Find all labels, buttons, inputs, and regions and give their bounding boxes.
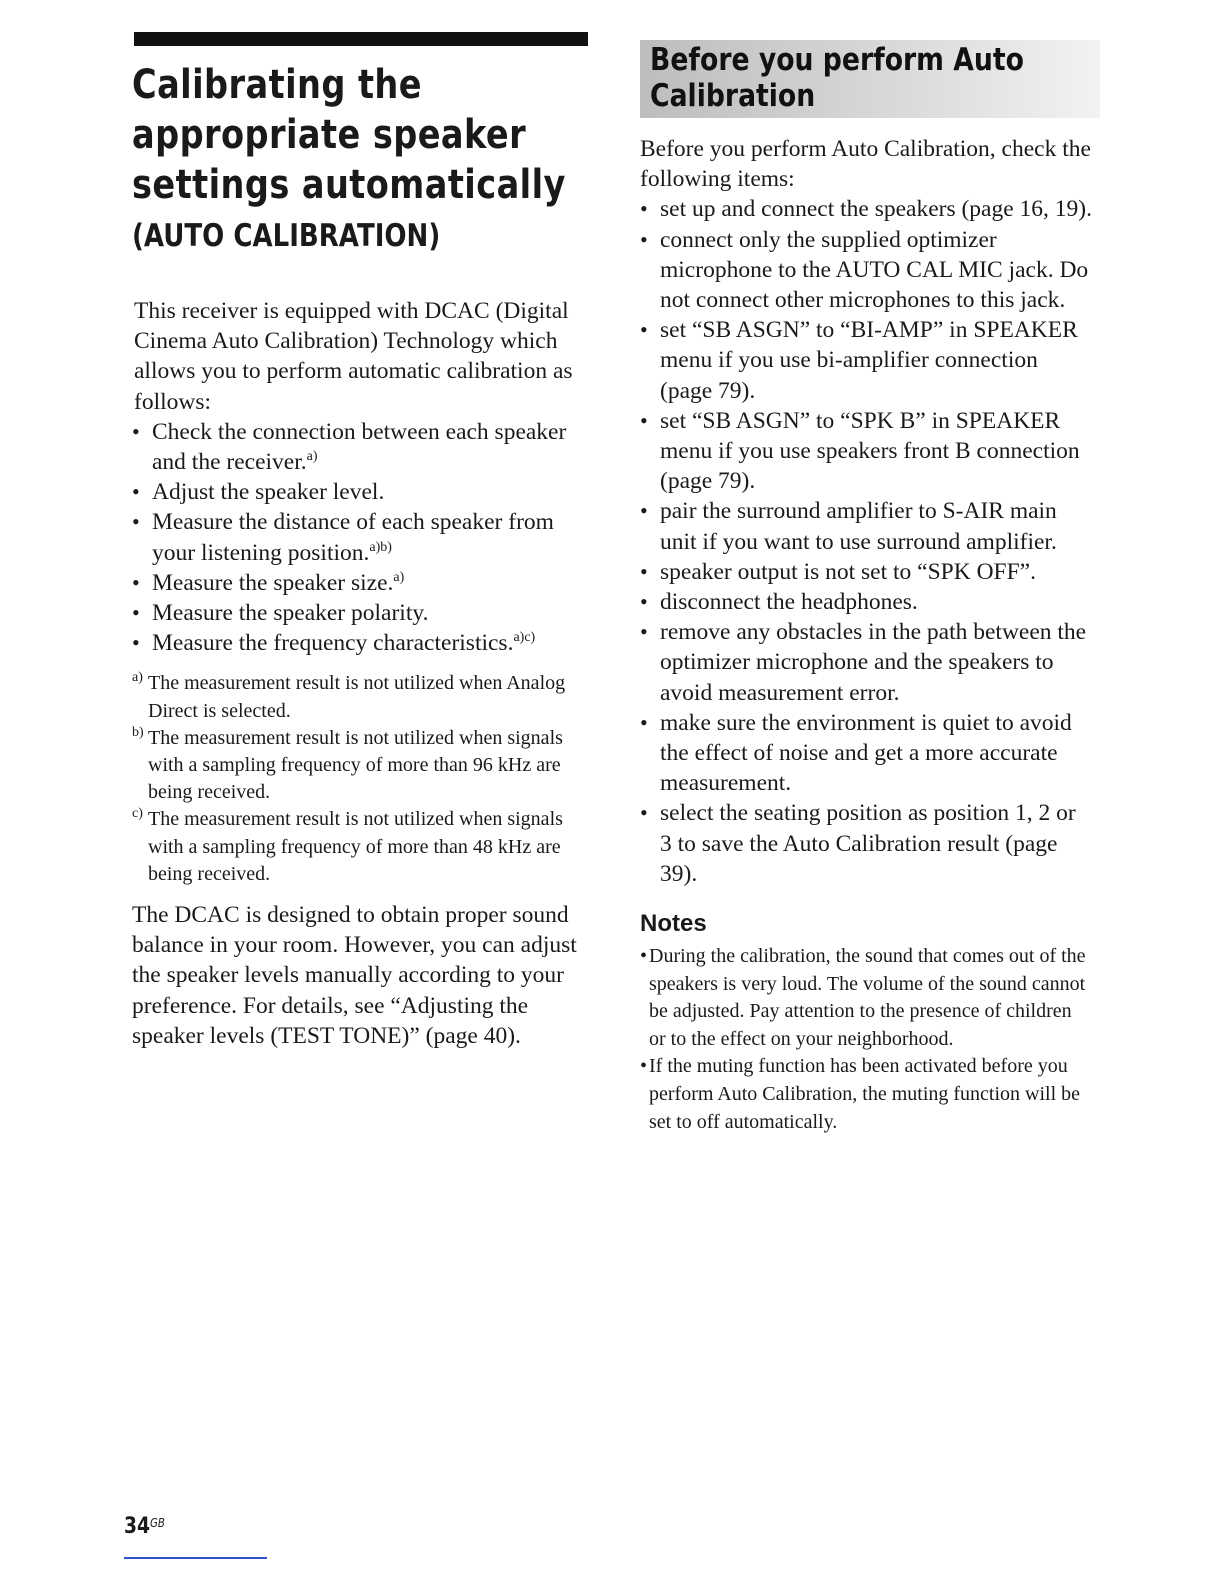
list-item: • select the seating position as position 1, 2 or 3 to save the Auto Calibration result (page 39). bbox=[640, 798, 1092, 889]
list-item: • set “SB ASGN” to “SPK B” in SPEAKER menu if you use speakers front B connection (page 79). bbox=[640, 406, 1092, 497]
notes-heading: Notes bbox=[640, 910, 707, 938]
list-item: • connect only the supplied optimizer microphone to the AUTO CAL MIC jack. Do not connect other microphones to this jack. bbox=[640, 225, 1092, 316]
footnote-ref: a)b) bbox=[369, 539, 392, 555]
note-item: • If the muting function has been activated before you perform Auto Calibration, the muting function will be set to off automatically. bbox=[640, 1053, 1092, 1136]
list-item: • make sure the environment is quiet to avoid the effect of noise and get a more accurate measurement. bbox=[640, 708, 1092, 799]
footnote-ref: a) bbox=[306, 449, 318, 465]
list-item-text: Adjust the speaker level. bbox=[152, 479, 385, 506]
list-item: • remove any obstacles in the path between the optimizer microphone and the speakers to avoid measurement error. bbox=[640, 617, 1092, 708]
section-heading-band bbox=[640, 40, 1100, 118]
footnotes bbox=[132, 670, 588, 888]
page-subtitle: (AUTO CALIBRATION) bbox=[132, 218, 441, 254]
footnote bbox=[132, 806, 588, 888]
right-column bbox=[640, 40, 1092, 1136]
footnote bbox=[132, 725, 588, 807]
list-item bbox=[132, 628, 588, 658]
checklist bbox=[640, 194, 1092, 889]
outro-paragraph: The DCAC is designed to obtain proper sound balance in your room. However, you can adjust the speaker levels manually according to your preference. For details, see “Adjusting the speaker levels (TEST TONE)” (page 40). bbox=[132, 902, 577, 1049]
page-number-suffix: GB bbox=[150, 1516, 165, 1530]
section-heading: Before you perform Auto Calibration bbox=[650, 42, 1024, 114]
page-number-value: 34 bbox=[124, 1514, 151, 1539]
list-item: • set up and connect the speakers (page 16, 19). bbox=[640, 194, 1092, 224]
list-item-text: Measure the speaker size. bbox=[152, 569, 394, 596]
list-item bbox=[132, 477, 588, 507]
footnote-mark: c) bbox=[132, 806, 143, 822]
footer-rule bbox=[124, 1557, 267, 1559]
list-item-text: Measure the distance of each speaker from your listening position. bbox=[152, 509, 554, 566]
left-column bbox=[132, 32, 588, 1051]
list-item bbox=[132, 568, 588, 598]
footnote-mark: b) bbox=[132, 724, 144, 740]
top-rule bbox=[134, 32, 588, 46]
list-item bbox=[132, 417, 588, 477]
list-item-text: Measure the speaker polarity. bbox=[152, 600, 429, 627]
footnote-text: The measurement result is not utilized when signals with a sampling frequency of more than 96 kHz are being received. bbox=[148, 726, 563, 804]
checklist-intro: Before you perform Auto Calibration, check the following items: bbox=[640, 136, 1091, 193]
footnote-text: The measurement result is not utilized when signals with a sampling frequency of more than 48 kHz are being received. bbox=[148, 808, 563, 885]
footnote-ref: a)c) bbox=[513, 630, 536, 646]
calibration-steps-list bbox=[132, 417, 588, 659]
list-item: • speaker output is not set to “SPK OFF”. bbox=[640, 557, 1092, 587]
list-item bbox=[132, 598, 588, 628]
footnote-mark: a) bbox=[132, 670, 143, 686]
intro-paragraph: This receiver is equipped with DCAC (Digital Cinema Auto Calibration) Technology which allows you to perform automatic calibration as follows: bbox=[134, 298, 573, 415]
list-item bbox=[132, 507, 588, 567]
list-item: • pair the surround amplifier to S-AIR main unit if you want to use surround amplifier. bbox=[640, 496, 1092, 556]
list-item-text: Check the connection between each speaker and the receiver. bbox=[152, 418, 567, 476]
list-item: • disconnect the headphones. bbox=[640, 587, 1092, 617]
page-title: Calibrating the appropriate speaker settings automatically bbox=[132, 62, 566, 208]
note-item: • During the calibration, the sound that comes out of the speakers is very loud. The volume of the sound cannot be adjusted. Pay attention to the presence of children or to the effect on your neighborhood. bbox=[640, 943, 1092, 1053]
list-item: • set “SB ASGN” to “BI-AMP” in SPEAKER menu if you use bi-amplifier connection (page 79). bbox=[640, 315, 1092, 406]
footnote-ref: a) bbox=[393, 569, 405, 585]
page-number bbox=[124, 1514, 165, 1539]
footnote-text: The measurement result is not utilized when Analog Direct is selected. bbox=[148, 672, 566, 722]
footnote bbox=[132, 670, 588, 724]
list-item-text: Measure the frequency characteristics. bbox=[152, 630, 514, 657]
notes bbox=[640, 943, 1092, 1136]
